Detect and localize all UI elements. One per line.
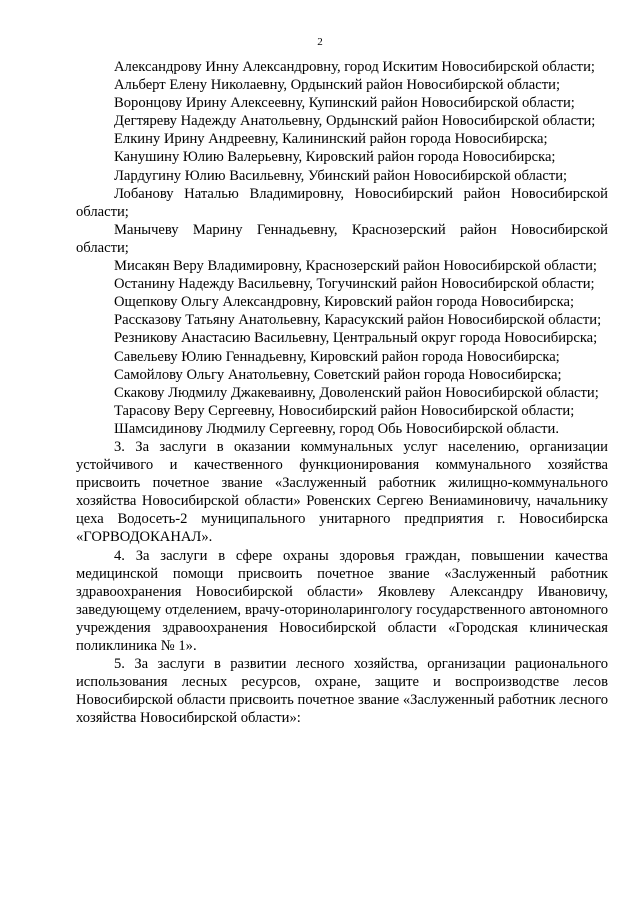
paragraph: Ощепкову Ольгу Александровну, Кировский район города Новосибирска; — [114, 294, 575, 311]
paragraph: Канушину Юлию Валерьевну, Кировский район города Новосибирска; — [114, 149, 556, 166]
paragraph: Лардугину Юлию Васильевну, Убинский район Новосибирской области; — [114, 167, 568, 184]
paragraph: Манычеву Марину Геннадьевну, Краснозерский район Новосибирской области; — [76, 221, 608, 256]
paragraph: Шамсидинову Людмилу Сергеевну, город Обь Новосибирской области. — [114, 420, 559, 437]
paragraph: Савельеву Юлию Геннадьевну, Кировский район города Новосибирска; — [114, 348, 560, 365]
document-body — [76, 58, 608, 727]
paragraph: Александрову Инну Александровну, город Искитим Новосибирской области; — [114, 59, 595, 75]
paragraph: Скакову Людмилу Джакеваивну, Доволенский район Новосибирской области; — [114, 384, 599, 401]
paragraph: Тарасову Веру Сергеевну, Новосибирский район Новосибирской области; — [114, 402, 575, 419]
paragraph: Мисакян Веру Владимировну, Краснозерский район Новосибирской области; — [114, 258, 597, 275]
paragraph: Лобанову Наталью Владимировну, Новосибирский район Новосибирской области; — [76, 185, 608, 220]
page-number: 2 — [317, 36, 323, 48]
paragraph: 4. За заслуги в сфере охраны здоровья граждан, повышении качества медицинской помощи присвоить почетное звание «Заслуженный работник здравоохранения Новосибирской области» Яковлеву Александру Ивановичу, заведующему отделением, врачу-оториноларингологу государственного автономного учреждения здравоохранения Новосибирской области «Городская клиническая поликлиника № 1». — [76, 547, 608, 654]
paragraph: Елкину Ирину Андреевну, Калининский район города Новосибирска; — [114, 131, 548, 148]
paragraph: Альберт Елену Николаевну, Ордынский район Новосибирской области; — [114, 77, 561, 94]
paragraph: Резникову Анастасию Васильевну, Центральный округ города Новосибирска; — [114, 330, 598, 347]
paragraph: 3. За заслуги в оказании коммунальных услуг населению, организации устойчивого и качественного функционирования коммунального хозяйства присвоить почетное звание «Заслуженный работник жилищно-коммунального хозяйства Новосибирской области» Ровенских Сергею Вениаминовичу, начальнику цеха Водосеть-2 муниципального унитарного предприятия г. Новосибирска «ГОРВОДОКАНАЛ». — [76, 438, 608, 546]
paragraph: 5. За заслуги в развитии лесного хозяйства, организации рационального использования лесных ресурсов, охране, защите и воспроизводстве лесов Новосибирской области присвоить почетное звание «Заслуженный работник лесного хозяйства Новосибирской области»: — [76, 656, 608, 727]
paragraph: Рассказову Татьяну Анатольевну, Карасукский район Новосибирской области; — [114, 312, 602, 329]
paragraph: Дегтяреву Надежду Анатольевну, Ордынский район Новосибирской области; — [114, 113, 596, 130]
paragraph: Останину Надежду Васильевну, Тогучинский район Новосибирской области; — [114, 276, 595, 293]
paragraph: Воронцову Ирину Алексеевну, Купинский район Новосибирской области; — [114, 95, 575, 112]
paragraph: Самойлову Ольгу Анатольевну, Советский район города Новосибирска; — [114, 366, 562, 383]
